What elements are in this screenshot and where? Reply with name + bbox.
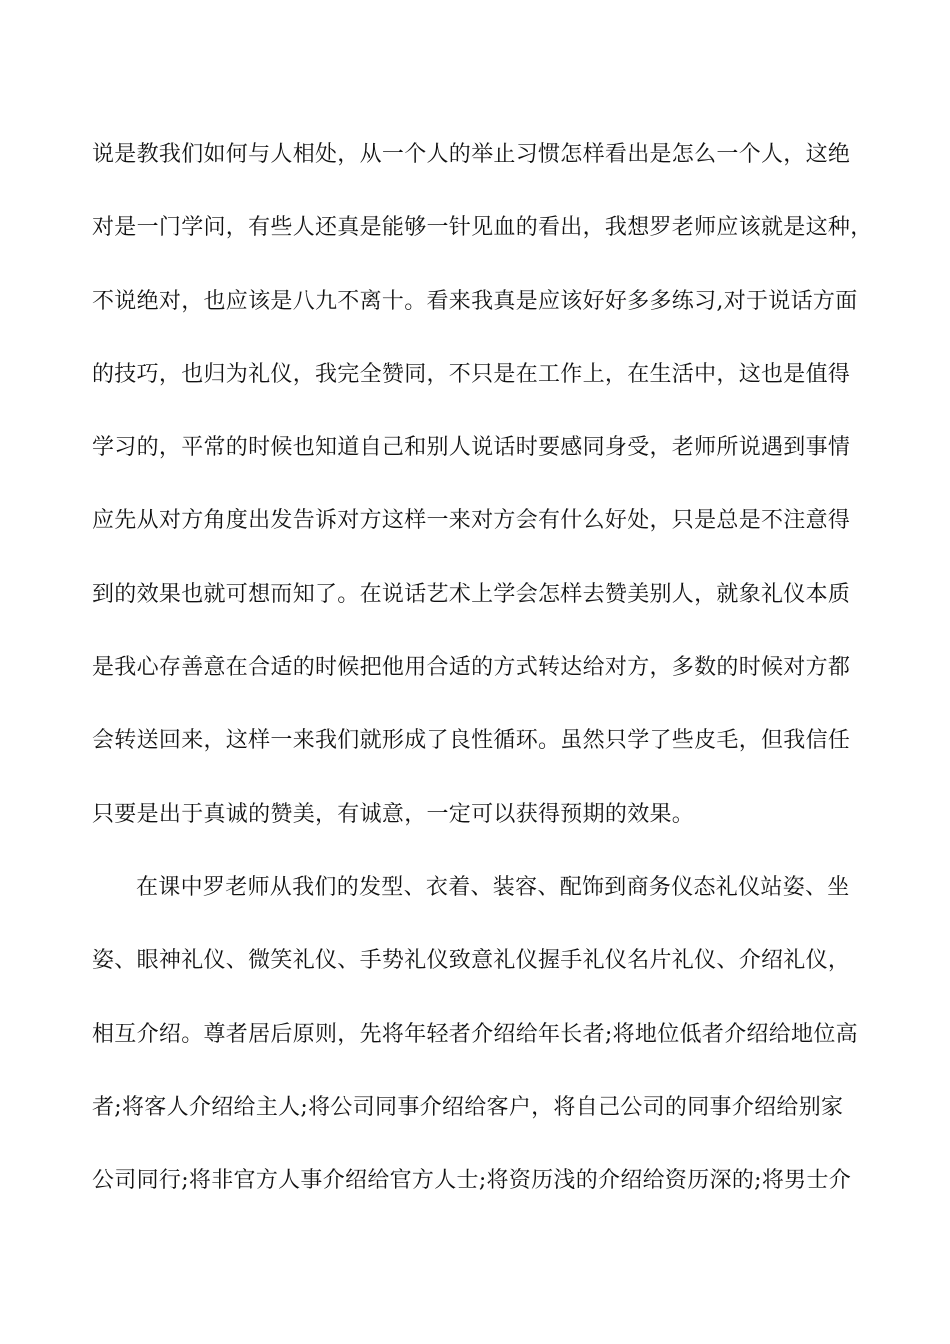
text-line: 的技巧，也归为礼仪，我完全赞同，不只是在工作上，在生活中，这也是值得 (92, 361, 851, 387)
text-line: 应先从对方角度出发告诉对方这样一来对方会有什么好处，只是总是不注意得 (92, 508, 851, 534)
text-line: 者;将客人介绍给主人;将公司同事介绍给客户，将自己公司的同事介绍给别家 (92, 1094, 844, 1120)
text-line: 对是一门学问，有些人还真是能够一针见血的看出，我想罗老师应该就是这种， (92, 215, 873, 241)
text-line: 会转送回来，这样一来我们就形成了良性循环。虽然只学了些皮毛，但我信任 (92, 728, 851, 754)
text-line: 不说绝对，也应该是八九不离十。看来我真是应该好好多多练习,对于说话方面 (92, 288, 858, 314)
text-line: 相互介绍。尊者居后原则，先将年轻者介绍给年长者;将地位低者介绍给地位高 (92, 1021, 858, 1047)
text-line: 说是教我们如何与人相处，从一个人的举止习惯怎样看出是怎么一个人，这绝 (92, 142, 851, 167)
text-line: 只要是出于真诚的赞美，有诚意，一定可以获得预期的效果。 (92, 801, 695, 827)
text-line: 学习的，平常的时候也知道自己和别人说话时要感同身受，老师所说遇到事情 (92, 435, 851, 461)
text-line: 姿、眼神礼仪、微笑礼仪、手势礼仪致意礼仪握手礼仪名片礼仪、介绍礼仪， (92, 948, 851, 974)
paragraph-first-line: 在课中罗老师从我们的发型、衣着、装容、配饰到商务仪态礼仪站姿、坐 (136, 874, 850, 900)
text-line: 到的效果也就可想而知了。在说话艺术上学会怎样去赞美别人，就象礼仪本质 (92, 581, 851, 607)
text-line: 是我心存善意在合适的时候把他用合适的方式转达给对方，多数的时候对方都 (92, 655, 851, 681)
body-text (92, 138, 873, 1237)
text-line: 公司同行;将非官方人事介绍给官方人士;将资历浅的介绍给资历深的;将男士介 (92, 1168, 852, 1194)
